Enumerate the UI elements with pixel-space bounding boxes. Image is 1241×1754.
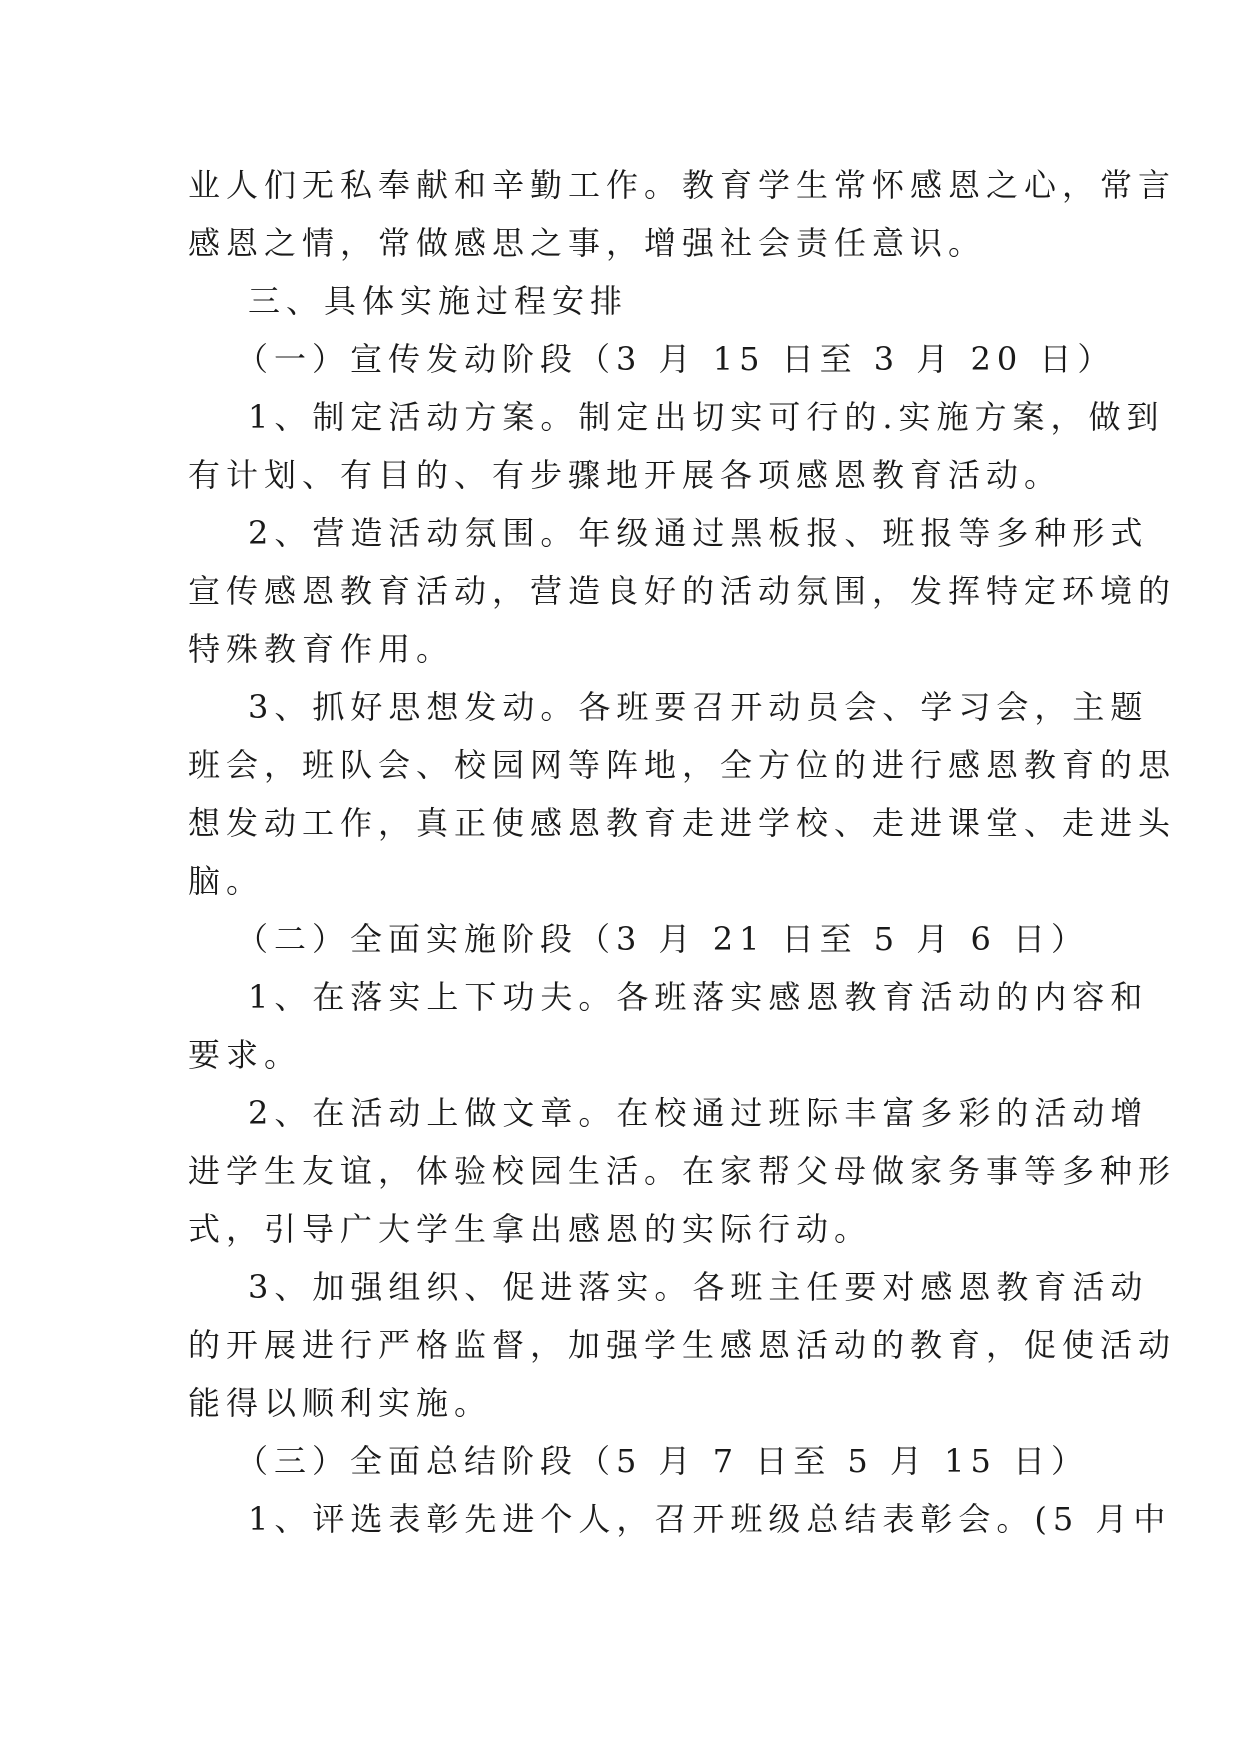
- body-line: 宣传感恩教育活动，营造良好的活动氛围，发挥特定环境的: [188, 572, 1177, 610]
- body-line: 感恩之情，常做感思之事，增强社会责任意识。: [188, 224, 987, 262]
- body-line: 想发动工作，真正使感恩教育走进学校、走进课堂、走进头: [188, 804, 1177, 842]
- body-line: 2、营造活动氛围。年级通过黑板报、班报等多种形式: [248, 514, 1149, 552]
- body-line: 脑。: [188, 862, 265, 900]
- body-line: 进学生友谊，体验校园生活。在家帮父母做家务事等多种形: [188, 1152, 1177, 1190]
- body-line: 1、评选表彰先进个人，召开班级总结表彰会。(5 月中: [248, 1500, 1172, 1538]
- stage-heading: （一）宣传发动阶段（3 月 15 日至 3 月 20 日）: [236, 340, 1116, 378]
- stage-heading: （二）全面实施阶段（3 月 21 日至 5 月 6 日）: [236, 920, 1090, 958]
- section-heading: 三、具体实施过程安排: [248, 282, 629, 320]
- document-body: [188, 156, 1177, 1548]
- body-line: 2、在活动上做文章。在校通过班际丰富多彩的活动增: [248, 1094, 1149, 1132]
- body-line: 有计划、有目的、有步骤地开展各项感恩教育活动。: [188, 456, 1063, 494]
- body-line: 式，引导广大学生拿出感恩的实际行动。: [188, 1210, 873, 1248]
- body-line: 能得以顺利实施。: [188, 1384, 493, 1422]
- body-line: 要求。: [188, 1036, 303, 1074]
- body-line: 业人们无私奉献和辛勤工作。教育学生常怀感恩之心，常言: [188, 166, 1177, 204]
- body-line: 3、抓好思想发动。各班要召开动员会、学习会，主题: [248, 688, 1149, 726]
- body-line: 班会，班队会、校园网等阵地，全方位的进行感恩教育的思: [188, 746, 1177, 784]
- body-line: 的开展进行严格监督，加强学生感恩活动的教育，促使活动: [188, 1326, 1177, 1364]
- body-line: 1、制定活动方案。制定出切实可行的.实施方案，做到: [248, 398, 1165, 436]
- body-line: 1、在落实上下功夫。各班落实感恩教育活动的内容和: [248, 978, 1149, 1016]
- body-line: 特殊教育作用。: [188, 630, 455, 668]
- stage-heading: （三）全面总结阶段（5 月 7 日至 5 月 15 日）: [236, 1442, 1090, 1480]
- body-line: 3、加强组织、促进落实。各班主任要对感恩教育活动: [248, 1268, 1149, 1306]
